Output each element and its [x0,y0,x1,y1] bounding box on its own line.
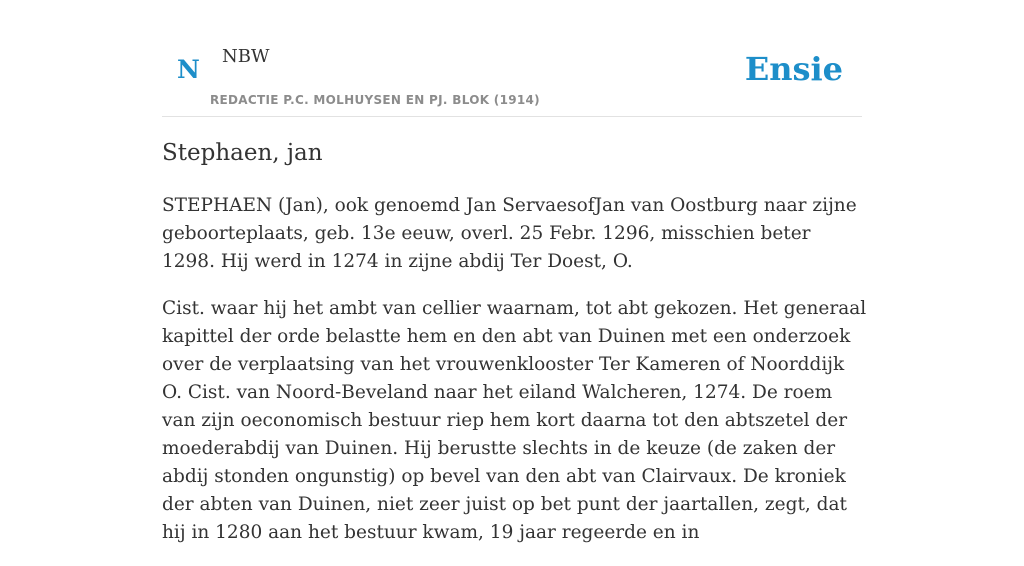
article-paragraph: STEPHAEN (Jan), ook genoemd Jan ServaesofJan van Oostburg naar zijne geboorteplaats, geb. 13e eeuw, overl. 25 Febr. 1296, misschien beter 1298. Hij werd in 1274 in zijne abdij Ter Doest, O. [162,195,857,272]
article-title: Stephaen, jan [162,140,323,166]
source-name[interactable]: NBW [222,46,270,67]
source-logo[interactable]: N [177,55,200,84]
site-header [162,0,862,117]
article-body [162,192,867,566]
article-paragraph: Cist. waar hij het ambt van cellier waarnam, tot abt gekozen. Het generaal kapittel der orde belastte hem en den abt van Duinen met een onderzoek over de verplaatsing van het vrouwenklooster Ter Kameren of Noorddijk O. Cist. van Noord-Beveland naar het eiland Walcheren, 1274. De roem van zijn oeconomisch bestuur riep hem kort daarna tot den abtszetel der moederabdij van Duinen. Hij berustte slechts in de keuze (de zaken der abdij stonden ongunstig) op bevel van den abt van Clairvaux. De kroniek der abten van Duinen, niet zeer juist op bet punt der jaartallen, zegt, dat hij in 1280 aan het bestuur kwam, 19 jaar regeerde en in [162,298,867,543]
ensie-logo-link[interactable]: Ensie [744,50,843,88]
source-subtitle: REDACTIE P.C. MOLHUYSEN EN PJ. BLOK (1914) [210,93,540,107]
